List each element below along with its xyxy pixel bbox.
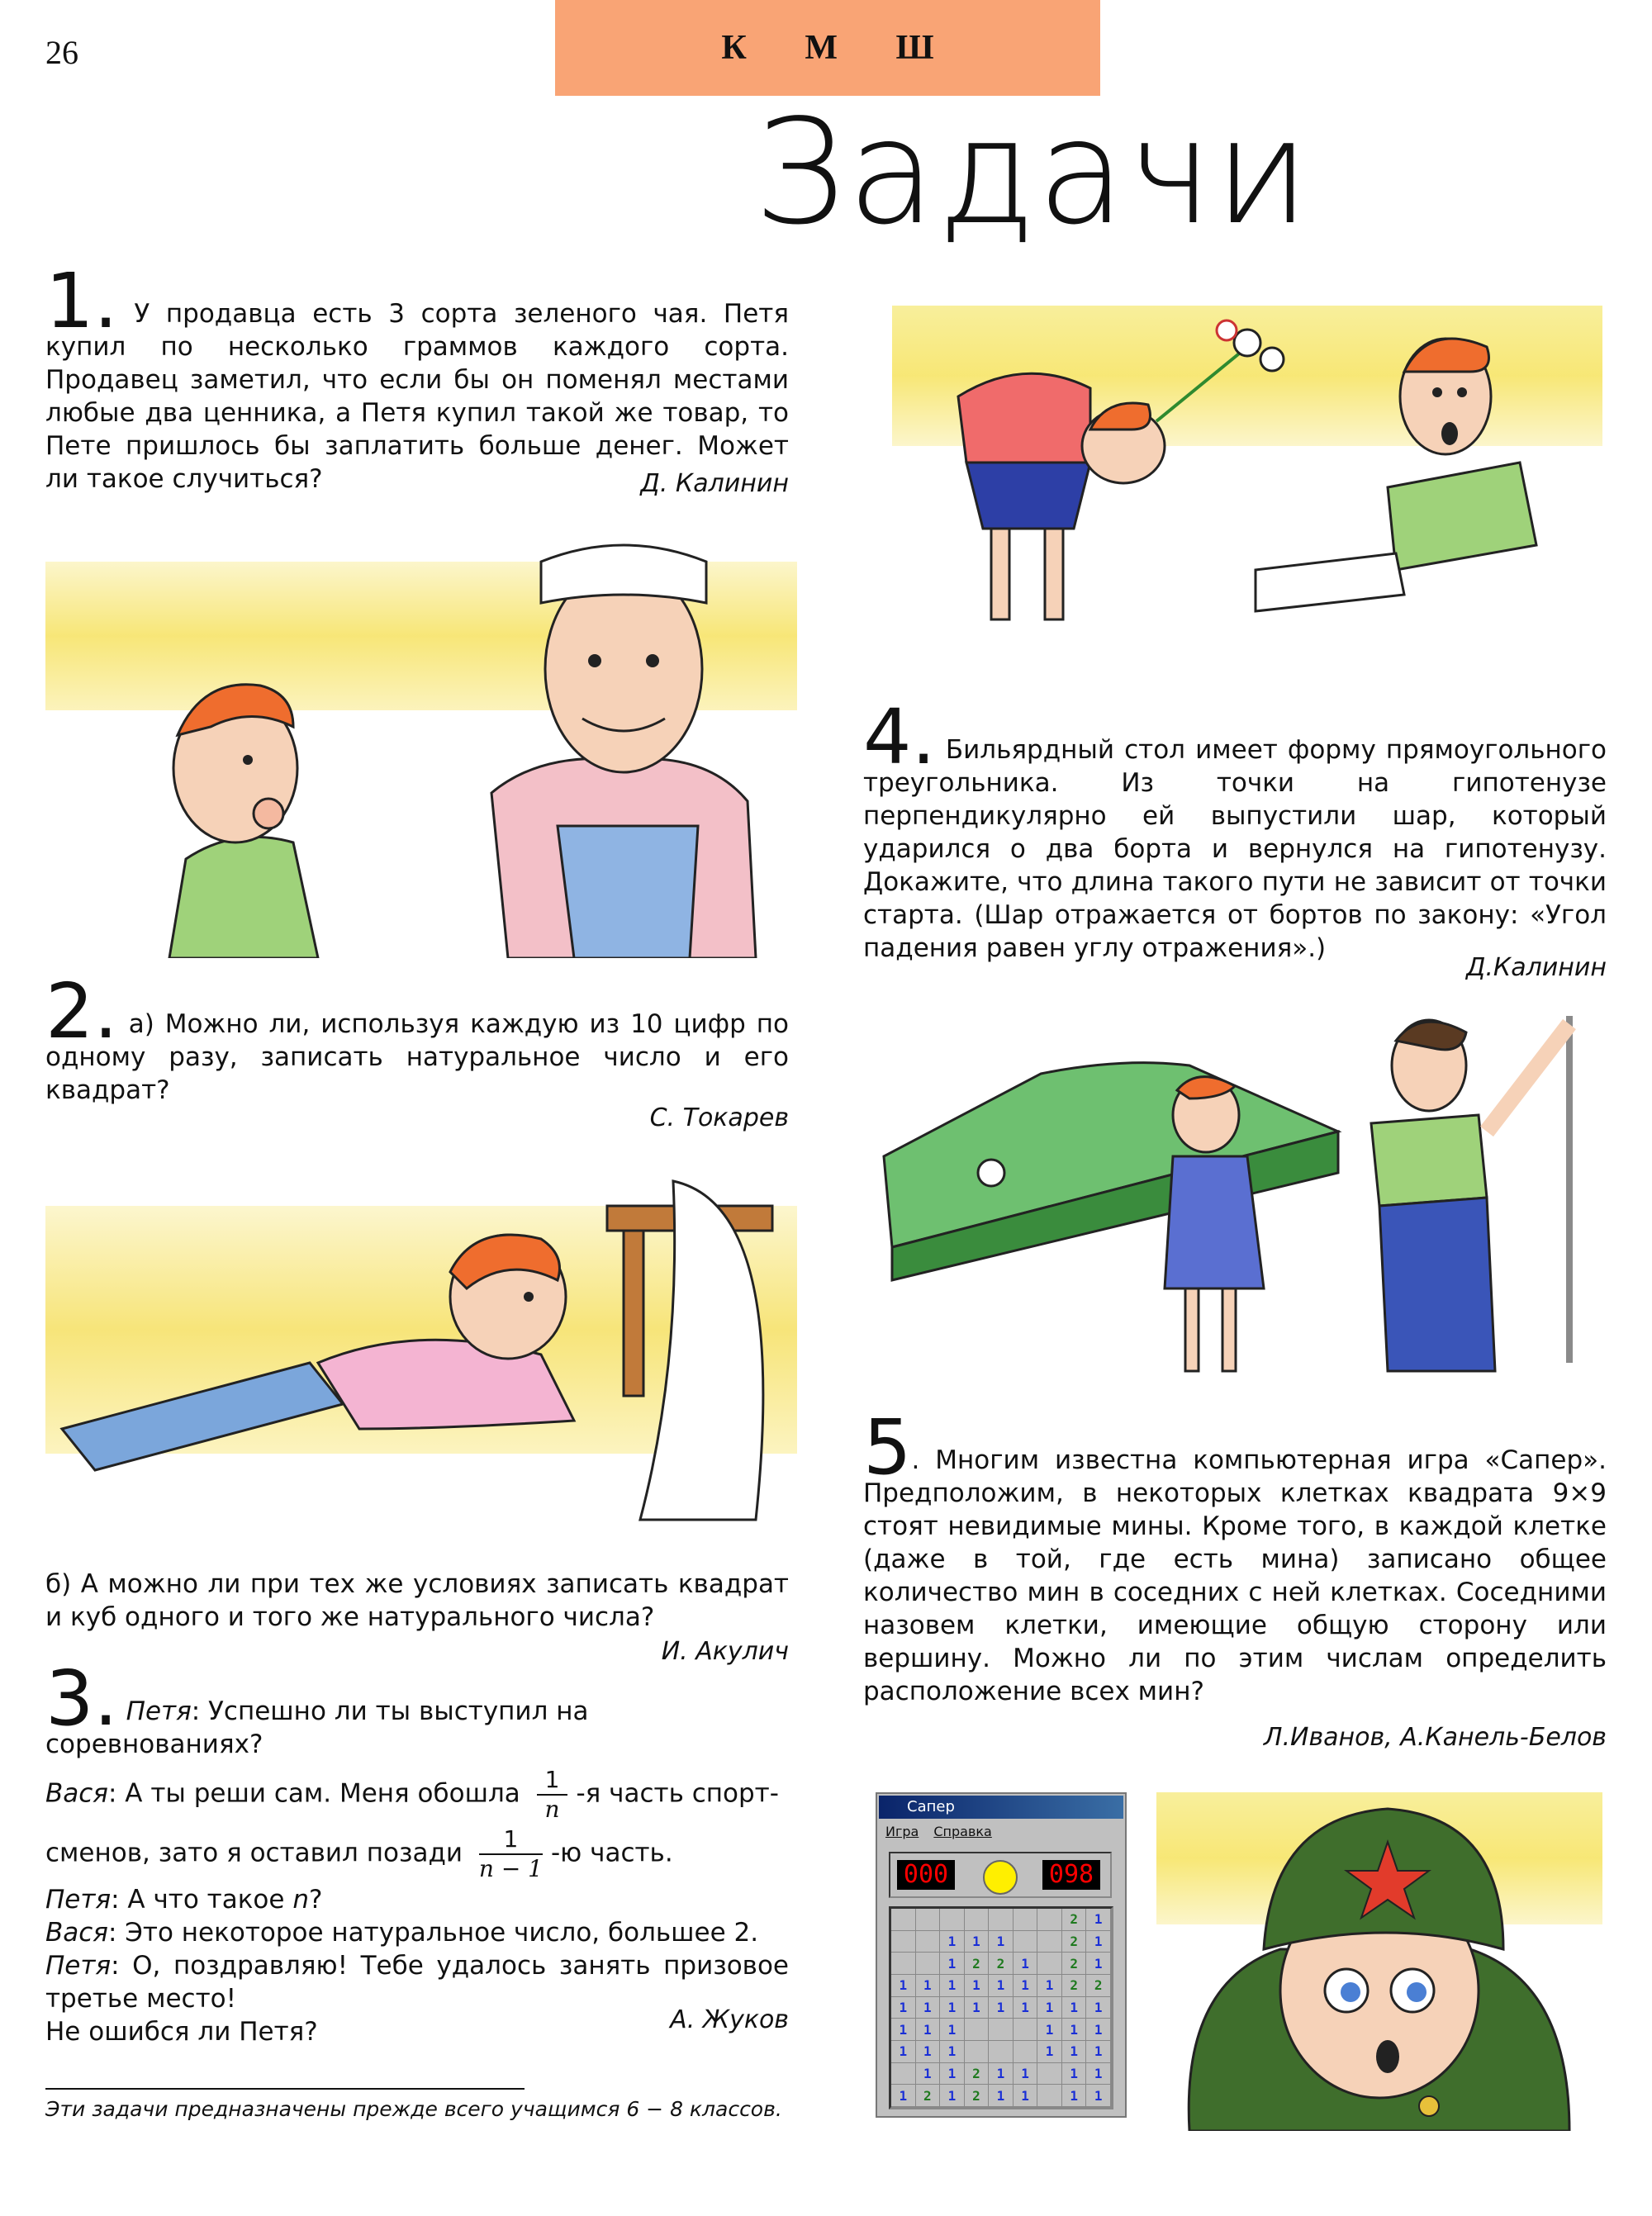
minesweeper-cell[interactable]: 1 (965, 1975, 990, 1997)
fraction-denominator: n (544, 1796, 560, 1823)
variable-n: n (292, 1885, 309, 1915)
minesweeper-cell[interactable]: 1 (940, 2019, 965, 2041)
minesweeper-cell[interactable] (891, 1931, 916, 1953)
mines-counter: 000 (897, 1860, 955, 1890)
minesweeper-cell[interactable] (1014, 1909, 1038, 1931)
problem-number: 3. (45, 1654, 118, 1743)
minesweeper-cell[interactable]: 1 (940, 2085, 965, 2107)
fraction-numerator: 1 (537, 1766, 568, 1796)
problem-2b-author: И. Акулич (661, 1637, 789, 1666)
problem-4-author: Д.Калинин (1465, 953, 1607, 982)
footnote: Эти задачи предназначены прежде всего учащимся 6 − 8 классов. (45, 2097, 782, 2121)
minesweeper-cell[interactable]: 1 (1086, 2085, 1111, 2107)
minesweeper-cell[interactable]: 2 (1062, 1953, 1087, 1975)
dialog-text: : А что такое (111, 1885, 293, 1915)
minesweeper-cell[interactable]: 1 (1037, 2041, 1062, 2063)
minesweeper-cell[interactable]: 2 (965, 2063, 990, 2086)
problem-2b: б) А можно ли при тех же условиях записать квадрат и куб одного и того же натурального числа? (45, 1569, 789, 1632)
smiley-face-icon (983, 1860, 1018, 1895)
illustration-soldier (1140, 1784, 1619, 2131)
minesweeper-cell[interactable]: 1 (940, 1975, 965, 1997)
minesweeper-cell[interactable]: 1 (1062, 2019, 1087, 2041)
dialog-text: : Успешно ли ты выступил на соревнованиях? (45, 1696, 589, 1759)
minesweeper-cell[interactable]: 1 (1086, 2041, 1111, 2063)
speaker-petya: Петя (126, 1696, 192, 1726)
minesweeper-cell[interactable] (891, 2063, 916, 2086)
minesweeper-cell[interactable]: 1 (916, 2019, 941, 2041)
minesweeper-cell[interactable] (989, 2019, 1014, 2041)
dialog-line-5 (45, 1916, 789, 1949)
minesweeper-cell[interactable]: 1 (940, 2063, 965, 2086)
speaker-petya: Петя (45, 1951, 112, 1981)
minesweeper-cell[interactable] (1037, 1953, 1062, 1975)
minesweeper-cell[interactable]: 1 (989, 1975, 1014, 1997)
problem-1-author: Д. Калинин (640, 469, 789, 498)
minesweeper-cell[interactable]: 1 (940, 2041, 965, 2063)
minesweeper-cell[interactable]: 1 (916, 1997, 941, 2019)
minesweeper-cell[interactable]: 1 (891, 2085, 916, 2107)
problem-5 (863, 1403, 1607, 1708)
problem-5-author: Л.Иванов, А.Канель-Белов (1263, 1723, 1607, 1752)
minesweeper-cell[interactable]: 1 (1014, 1975, 1038, 1997)
minesweeper-cell[interactable]: 2 (1062, 1931, 1087, 1953)
fraction-1-over-n-minus-1 (479, 1825, 543, 1883)
minesweeper-cell[interactable]: 1 (1014, 1997, 1038, 2019)
dialog-line-3 (45, 1825, 789, 1883)
minesweeper-cell[interactable]: 1 (1086, 1953, 1111, 1975)
dialog-text: -я часть спорт- (576, 1778, 779, 1809)
minesweeper-cell[interactable]: 2 (1086, 1975, 1111, 1997)
illustration-billiard (859, 1008, 1619, 1396)
minesweeper-cell[interactable]: 2 (1062, 1909, 1087, 1931)
dialog-text: : Это некоторое натуральное число, большее 2. (107, 1918, 759, 1948)
problem-4 (863, 693, 1607, 965)
dialog-line-4 (45, 1883, 789, 1916)
footnote-divider (45, 2088, 525, 2090)
minesweeper-cell[interactable]: 1 (989, 2063, 1014, 2086)
minesweeper-cell[interactable]: 2 (1062, 1975, 1087, 1997)
dialog-line-1 (45, 1654, 789, 1761)
minesweeper-cell[interactable]: 1 (1014, 2063, 1038, 2086)
dialog-line-2 (45, 1766, 789, 1824)
minesweeper-grid (889, 1906, 1113, 2109)
minesweeper-cell[interactable] (1014, 2041, 1038, 2063)
minesweeper-cell[interactable]: 1 (1014, 1953, 1038, 1975)
minesweeper-cell[interactable] (891, 1909, 916, 1931)
minesweeper-cell[interactable] (916, 1953, 941, 1975)
minesweeper-cell[interactable]: 1 (1037, 1997, 1062, 2019)
minesweeper-title: Сапер (907, 1798, 955, 1815)
problem-number: 4. (863, 693, 936, 781)
fraction-1-over-n (537, 1766, 568, 1824)
minesweeper-cell[interactable] (1014, 1931, 1038, 1953)
minesweeper-cell[interactable]: 1 (1062, 2041, 1087, 2063)
speaker-petya: Петя (45, 1885, 112, 1915)
page-title: Задачи (753, 89, 1312, 257)
minesweeper-cell[interactable]: 1 (916, 1975, 941, 1997)
minesweeper-cell[interactable]: 1 (891, 2041, 916, 2063)
minesweeper-cell[interactable] (989, 1909, 1014, 1931)
minesweeper-titlebar (879, 1796, 1123, 1819)
minesweeper-cell[interactable]: 1 (1086, 2063, 1111, 2086)
illustration-boy-writing (45, 1156, 797, 1545)
menu-help: Справка (933, 1824, 992, 1839)
illustration-tea-seller (45, 529, 797, 958)
minesweeper-cell[interactable] (965, 2019, 990, 2041)
problem-text: Бильярдный стол имеет форму прямоугольного треугольника. Из точки на гипотенузе перпендикулярно ей выпустили шар, который ударился о два борта и вернулся на гипотенузу. Докажите, что длина такого пути не зависит от точки старта. (Шар отражается от бортов по закону: «Угол падения равен углу отражения».) (863, 735, 1607, 963)
problem-3 (45, 1654, 789, 2048)
minesweeper-cell[interactable]: 2 (989, 1953, 1014, 1975)
minesweeper-cell[interactable]: 2 (965, 2085, 990, 2107)
section-label: К М Ш (721, 29, 959, 67)
problem-2a-author: С. Токарев (649, 1103, 789, 1132)
problem-2a (45, 967, 789, 1107)
minesweeper-cell[interactable]: 1 (940, 1931, 965, 1953)
minesweeper-cell[interactable] (1037, 1909, 1062, 1931)
menu-game: Игра (885, 1824, 919, 1839)
minesweeper-cell[interactable]: 1 (1037, 2019, 1062, 2041)
minesweeper-cell[interactable]: 1 (940, 1997, 965, 2019)
dialog-text: ? (308, 1885, 323, 1915)
minesweeper-cell[interactable]: 1 (891, 2019, 916, 2041)
minesweeper-cell[interactable]: 1 (989, 2085, 1014, 2107)
timer-counter: 098 (1042, 1860, 1100, 1890)
minesweeper-cell[interactable]: 1 (1062, 2085, 1087, 2107)
minesweeper-cell[interactable]: 2 (916, 2085, 941, 2107)
page-number: 26 (45, 34, 78, 71)
minesweeper-cell[interactable] (989, 2041, 1014, 2063)
minesweeper-cell[interactable] (891, 1953, 916, 1975)
fraction-denominator: n − 1 (478, 1855, 543, 1882)
minesweeper-cell[interactable]: 1 (989, 1997, 1014, 2019)
minesweeper-cell[interactable]: 1 (1086, 1997, 1111, 2019)
problem-number: 1. (45, 257, 118, 345)
minesweeper-cell[interactable]: 1 (965, 1997, 990, 2019)
minesweeper-cell[interactable] (916, 1909, 941, 1931)
dialog-text: сменов, зато я оставил позади (45, 1838, 463, 1868)
problem-number: 2. (45, 967, 118, 1056)
minesweeper-cell[interactable]: 1 (1037, 1975, 1062, 1997)
section-banner (555, 0, 1100, 96)
speaker-vasya: Вася (45, 1918, 108, 1948)
minesweeper-cell[interactable] (965, 1909, 990, 1931)
minesweeper-cell[interactable]: 1 (989, 1931, 1014, 1953)
minesweeper-cell[interactable] (1037, 2085, 1062, 2107)
minesweeper-cell[interactable] (965, 2041, 990, 2063)
minesweeper-menu (885, 1824, 1007, 1839)
minesweeper-cell[interactable]: 1 (1086, 1931, 1111, 1953)
problem-text: У продавца есть 3 сорта зеленого чая. Петя купил по несколько граммов каждого сорта. Продавец заметил, что если бы он поменял местами любые два ценника, а Петя купил такой же товар, то Пете пришлось бы заплатить больше денег. Может ли такое случиться? (45, 299, 789, 494)
dialog-text: -ю часть. (551, 1838, 673, 1868)
minesweeper-cell[interactable]: 1 (891, 1975, 916, 1997)
dialog-text: : А ты реши сам. Меня обошла (107, 1778, 520, 1809)
dialog-text: : О, поздравляю! Тебе удалось занять призовое третье место! (45, 1951, 789, 2014)
dialog-line-7: Не ошибся ли Петя? (45, 2017, 318, 2047)
minesweeper-panel (889, 1852, 1112, 1898)
minesweeper-cell[interactable]: 1 (1086, 2019, 1111, 2041)
problem-text: а) Можно ли, используя каждую из 10 цифр по одному разу, записать натуральное число и его квадрат? (45, 1009, 789, 1105)
minesweeper-cell[interactable]: 1 (1014, 2085, 1038, 2107)
minesweeper-cell[interactable]: 1 (1062, 2063, 1087, 2086)
minesweeper-cell[interactable] (1037, 2063, 1062, 2086)
problem-3-author: А. Жуков (670, 2005, 789, 2034)
minesweeper-cell[interactable]: 1 (916, 2063, 941, 2086)
speaker-vasya: Вася (45, 1778, 108, 1809)
minesweeper-cell[interactable] (916, 1931, 941, 1953)
minesweeper-cell[interactable]: 1 (965, 1931, 990, 1953)
minesweeper-cell[interactable]: 1 (916, 2041, 941, 2063)
minesweeper-cell[interactable]: 1 (1086, 1909, 1111, 1931)
minesweeper-cell[interactable] (1037, 1931, 1062, 1953)
minesweeper-cell[interactable]: 2 (965, 1953, 990, 1975)
fraction-numerator: 1 (479, 1825, 543, 1855)
minesweeper-cell[interactable] (940, 1909, 965, 1931)
minesweeper-cell[interactable]: 1 (1062, 1997, 1087, 2019)
minesweeper-window (876, 1792, 1127, 2118)
problem-text: . Многим известна компьютерная игра «Сапер». Предположим, в некоторых клетках квадрата 9×9 стоят невидимые мины. Кроме того, в каждой клетке (даже в той, где есть мина) записано общее количество мин в соседних с ней клетках. Соседними назовем клетки, имеющие общую сторону или вершину. Можно ли по этим числам определить расположение всех мин? (863, 1445, 1607, 1706)
problem-number: 5 (863, 1403, 912, 1492)
minesweeper-cell[interactable]: 1 (891, 1997, 916, 2019)
minesweeper-cell[interactable] (1014, 2019, 1038, 2041)
minesweeper-cell[interactable]: 1 (940, 1953, 965, 1975)
illustration-flowers (859, 297, 1619, 644)
problem-1 (45, 257, 789, 496)
